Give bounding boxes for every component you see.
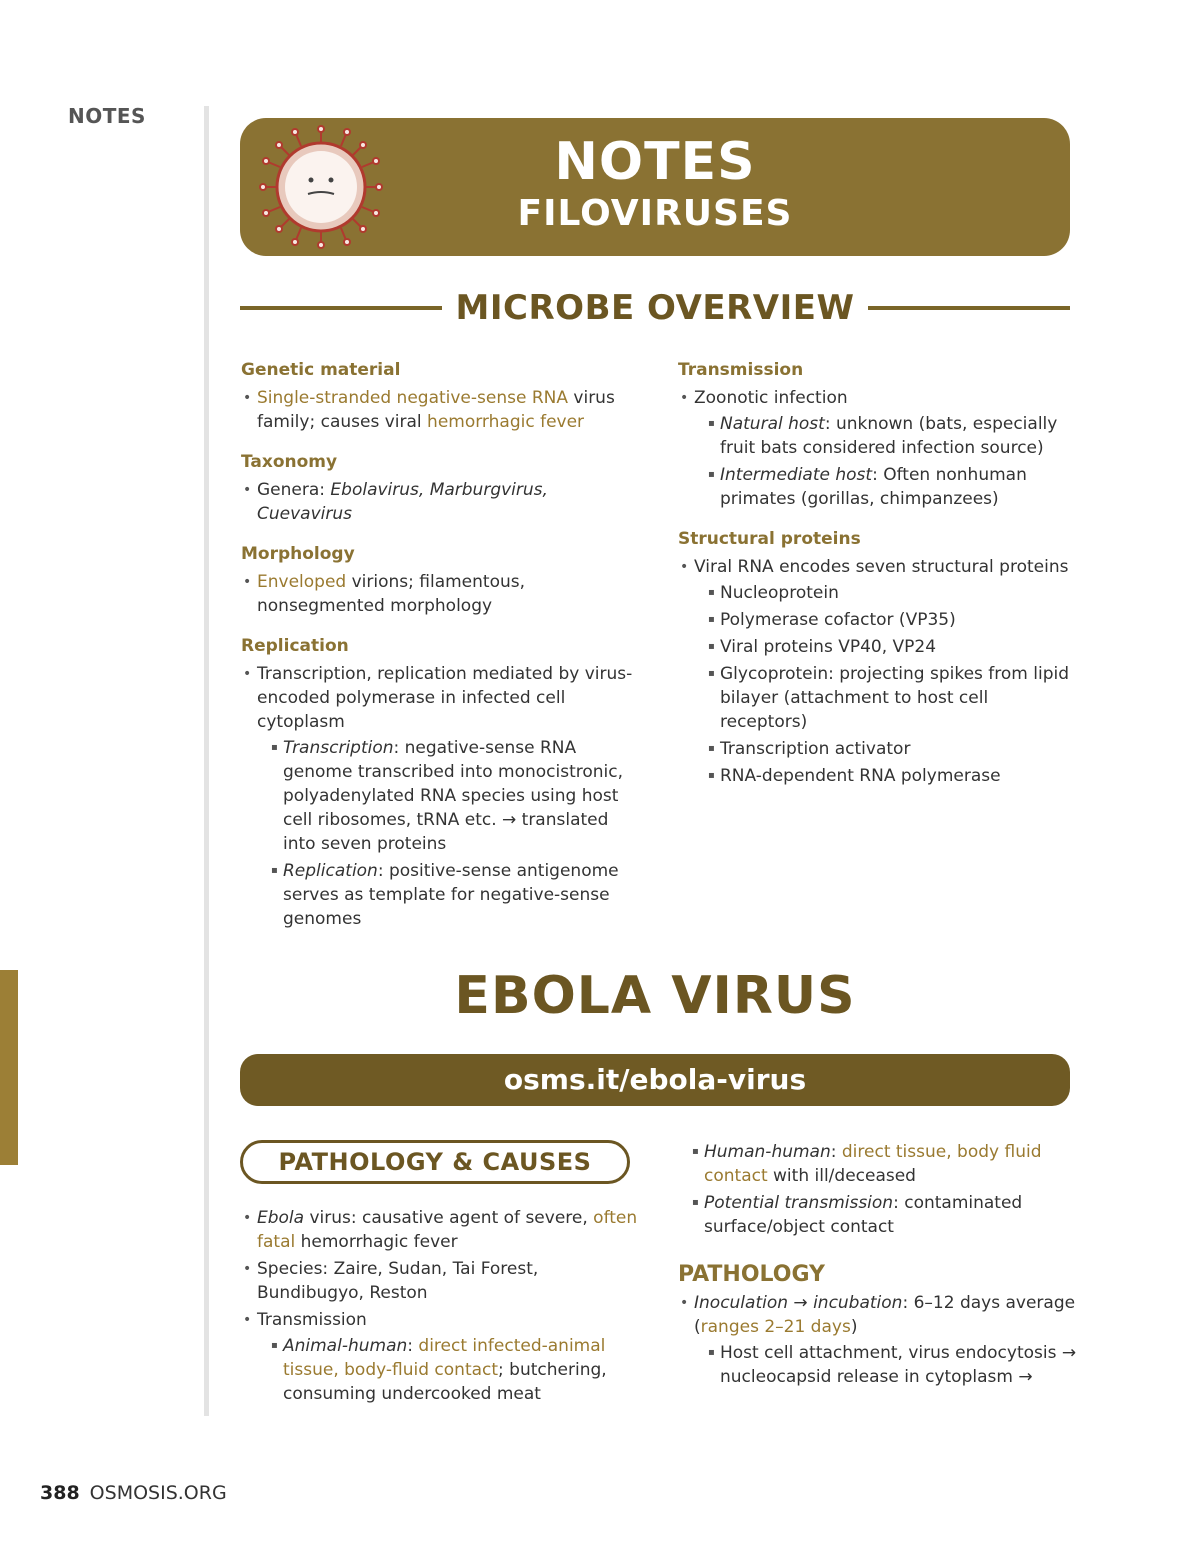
list-item: [241, 1257, 641, 1305]
list-text: : contaminated surface/object contact: [704, 1193, 1023, 1237]
list-item: ▪ Glycoprotein: projecting spikes from lipid bilayer (attachment to host cell receptors): [706, 662, 1078, 734]
highlight-text: often fatal: [257, 1208, 638, 1252]
pathology-sublist: [694, 1341, 1078, 1389]
transmission-sublist: [694, 412, 1078, 511]
pathology-causes-list: [241, 1206, 641, 1406]
heading-rule-left: [240, 306, 442, 310]
microbe-overview-title: MICROBE OVERVIEW: [455, 288, 855, 328]
list-text: Zaire, Sudan, Tai Forest, Bundibugyo, Reston: [257, 1259, 539, 1303]
term-label: Intermediate host: [720, 465, 873, 485]
osmosis-link[interactable]: osms.it/ebola-virus: [240, 1054, 1070, 1106]
list-item: [690, 1140, 1078, 1188]
chapter-side-tab: [0, 970, 18, 1165]
list-text: Transmission: [257, 1310, 367, 1330]
list-text: Genera:: [257, 480, 331, 500]
list-item: ▪ Nucleoprotein: [706, 581, 1078, 605]
list-text: virus: causative agent of severe,: [304, 1208, 594, 1228]
transmission-routes-continued: [678, 1140, 1078, 1239]
structural-proteins-heading: Structural proteins: [678, 529, 861, 549]
list-text: ): [850, 1317, 858, 1337]
term-label: Replication: [283, 861, 378, 881]
list-item: [678, 1291, 1078, 1389]
list-item: [241, 1206, 641, 1254]
transmission-heading: Transmission: [678, 360, 804, 380]
list-item: [241, 478, 641, 526]
header-subtitle: FILOVIRUSES: [517, 193, 793, 234]
pathology-causes-column: [241, 1206, 641, 1409]
list-text: : 6–12 days average (: [694, 1293, 1076, 1337]
list-text: :: [830, 1142, 842, 1162]
structural-proteins-sublist: [694, 581, 1078, 788]
genetic-material-list: [241, 386, 641, 434]
microbe-overview-heading: [240, 288, 1070, 328]
highlight-text: Enveloped: [257, 572, 347, 592]
header-title: NOTES: [554, 132, 756, 192]
highlight-text: ranges 2–21 days: [700, 1317, 851, 1337]
genera-names: Ebolavirus, Marburgvirus, Cuevavirus: [257, 480, 548, 524]
list-text: ; butchering, consuming undercooked meat: [283, 1360, 607, 1404]
list-text: Species:: [257, 1259, 334, 1279]
term-label: Animal-human: [283, 1336, 408, 1356]
page-footer: [40, 1482, 227, 1504]
page-number: 388: [40, 1482, 80, 1504]
list-text: Transcription, replication mediated by virus-encoded polymerase in infected cell cytoplasm: [257, 664, 633, 732]
site-name: OSMOSIS.ORG: [89, 1482, 227, 1504]
list-text: Zoonotic infection: [694, 388, 848, 408]
list-item: [269, 1334, 641, 1406]
transmission-routes-sublist: [257, 1334, 641, 1406]
replication-list: [241, 662, 641, 931]
term-label: Human-human: [704, 1142, 831, 1162]
heading-rule-right: [868, 306, 1070, 310]
ebola-virus-title: EBOLA VIRUS: [454, 966, 856, 1026]
replication-sublist: [257, 736, 641, 931]
genetic-material-heading: Genetic material: [241, 360, 401, 380]
margin-divider: [204, 106, 209, 1416]
list-item: [269, 736, 641, 856]
taxonomy-heading: Taxonomy: [241, 452, 338, 472]
list-item: ▪ Polymerase cofactor (VP35): [706, 608, 1078, 632]
term-label: Ebola: [257, 1208, 305, 1228]
term-label: Natural host: [720, 414, 825, 434]
list-item: ▪ Viral proteins VP40, VP24: [706, 635, 1078, 659]
list-item: [241, 570, 641, 618]
term-label: Potential transmission: [704, 1193, 894, 1213]
list-item: ▪ Host cell attachment, virus endocytosis → nucleocapsid release in cytoplasm →: [706, 1341, 1078, 1389]
list-item: ▪ RNA-dependent RNA polymerase: [706, 764, 1078, 788]
list-item: [241, 1308, 641, 1406]
list-item: [241, 386, 641, 434]
term-label: Inoculation → incubation: [694, 1293, 903, 1313]
list-item: [269, 859, 641, 931]
replication-heading: Replication: [241, 636, 349, 656]
list-item: [678, 555, 1078, 788]
highlight-text: hemorrhagic fever: [427, 412, 585, 432]
pathology-causes-heading: PATHOLOGY & CAUSES: [240, 1140, 630, 1184]
term-label: Transcription: [283, 738, 394, 758]
list-item: [678, 386, 1078, 511]
list-text: :: [407, 1336, 419, 1356]
pathology-list: [678, 1291, 1078, 1389]
highlight-text: direct tissue, body fluid contact: [704, 1142, 1042, 1186]
list-item: [706, 412, 1078, 460]
list-text: hemorrhagic fever: [295, 1232, 458, 1252]
list-text: virus family; causes viral: [257, 388, 615, 432]
taxonomy-list: [241, 478, 641, 526]
highlight-text: Single-stranded negative-sense RNA: [257, 388, 568, 408]
overview-right-column: [678, 358, 1078, 791]
morphology-heading: Morphology: [241, 544, 355, 564]
pathology-heading: PATHOLOGY: [678, 1262, 825, 1287]
list-text: with ill/deceased: [767, 1166, 916, 1186]
list-item: [706, 463, 1078, 511]
list-item: ▪ Transcription activator: [706, 737, 1078, 761]
header-banner: [240, 118, 1070, 256]
structural-proteins-list: [678, 555, 1078, 788]
list-text: Viral RNA encodes seven structural proteins: [694, 557, 1069, 577]
list-text: : Often nonhuman primates (gorillas, chimpanzees): [720, 465, 1027, 509]
list-text: : negative-sense RNA genome transcribed into monocistronic, polyadenylated RNA species using host cell ribosomes, tRNA etc. → translated into seven proteins: [283, 738, 624, 854]
overview-left-column: [241, 358, 641, 934]
pathology-right-column: [678, 1140, 1078, 1392]
morphology-list: [241, 570, 641, 618]
list-text: virions; filamentous, nonsegmented morphology: [257, 572, 526, 616]
list-item: [241, 662, 641, 931]
list-text: : unknown (bats, especially fruit bats considered infection source): [720, 414, 1058, 458]
highlight-text: direct infected-animal tissue, body-fluid contact: [283, 1336, 606, 1380]
list-item: [690, 1191, 1078, 1239]
list-text: : positive-sense antigenome serves as template for negative-sense genomes: [283, 861, 619, 929]
transmission-list: [678, 386, 1078, 511]
margin-notes-label: NOTES: [68, 104, 146, 128]
